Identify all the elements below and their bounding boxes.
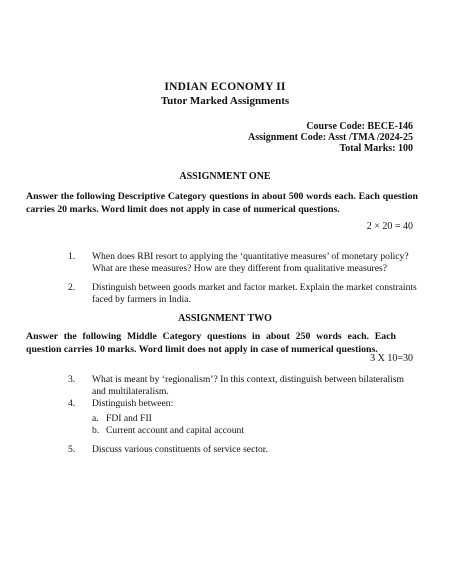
assignment-two-instructions: Answer the following Middle Category questions in about 250 words each. Each question carries 10 marks. Word limit does not apply in case of numerical questions. bbox=[26, 331, 396, 355]
subitem-letter: b. bbox=[92, 425, 100, 436]
total-marks: Total Marks: 100 bbox=[339, 143, 413, 154]
assignment-two-marks: 3 X 10=30 bbox=[370, 353, 413, 364]
page-subtitle: Tutor Marked Assignments bbox=[160, 95, 290, 107]
assignment-code: Assignment Code: Asst /TMA /2024-25 bbox=[247, 132, 413, 143]
assignment-one-marks: 2 × 20 = 40 bbox=[366, 221, 413, 232]
question-1 bbox=[68, 251, 418, 274]
subitem-text: Current account and capital account bbox=[106, 425, 244, 436]
question-4 bbox=[68, 398, 418, 410]
page-title: INDIAN ECONOMY II bbox=[164, 81, 286, 93]
assignment-one-heading: ASSIGNMENT ONE bbox=[179, 171, 271, 182]
subitem-text: FDI and FII bbox=[106, 413, 152, 424]
question-number: 3. bbox=[68, 374, 76, 385]
course-code: Course Code: BECE-146 bbox=[306, 121, 413, 132]
question-5 bbox=[68, 444, 418, 456]
question-number: 2. bbox=[68, 282, 76, 293]
question-text: What is meant by ‘regionalism’? In this context, distinguish between bilateralism and multilateralism. bbox=[92, 374, 404, 397]
question-3 bbox=[68, 374, 418, 397]
question-number: 5. bbox=[68, 444, 76, 455]
assignment-one-instructions: Answer the following Descriptive Category questions in about 500 words each. Each question carries 20 marks. Word limit does not apply in case of numerical questions. bbox=[26, 191, 418, 215]
question-number: 1. bbox=[68, 251, 76, 262]
subitem-a bbox=[92, 413, 412, 425]
assignment-two-heading: ASSIGNMENT TWO bbox=[178, 313, 272, 324]
question-text: When does RBI resort to applying the ‘quantitative measures’ of monetary policy? What are these measures? How are they different from qualitative measures? bbox=[92, 251, 409, 274]
question-text: Distinguish between: bbox=[92, 398, 174, 409]
subitem-letter: a. bbox=[92, 413, 99, 424]
question-text: Discuss various constituents of service sector. bbox=[92, 444, 268, 455]
question-text: Distinguish between goods market and factor market. Explain the market constraints faced by farmers in India. bbox=[92, 282, 417, 305]
subitem-b bbox=[92, 425, 412, 437]
question-number: 4. bbox=[68, 398, 76, 409]
question-2 bbox=[68, 282, 418, 305]
